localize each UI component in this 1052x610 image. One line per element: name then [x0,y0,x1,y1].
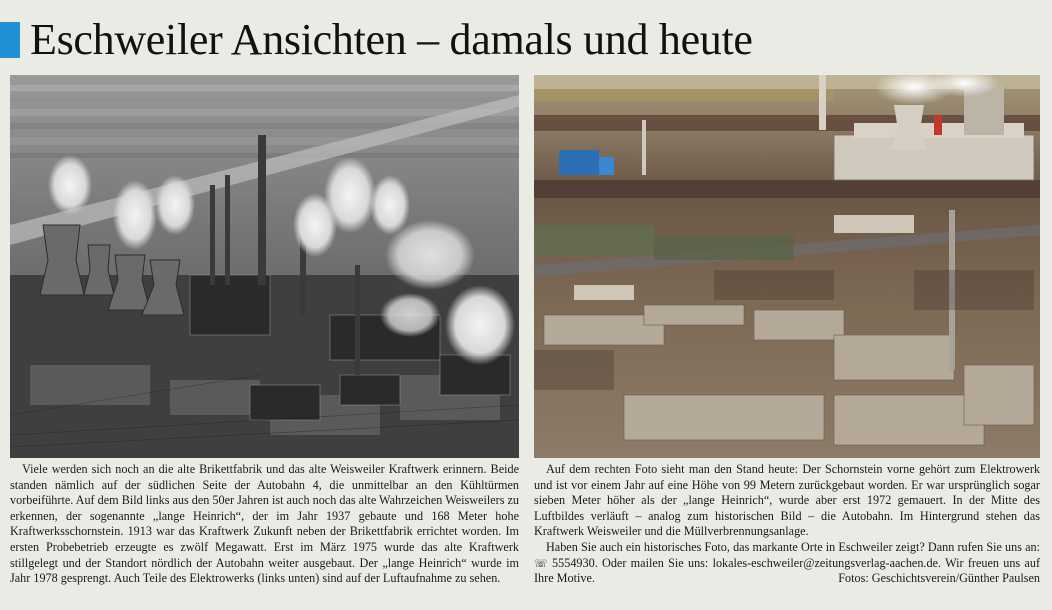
reader-call-email-text: Oder mailen Sie uns: lokales-eschweiler@zeitungsverlag-aachen.de. Wir freuen uns auf Ihre Motive. [534,555,1040,586]
photo-credit: Fotos: Geschichtsverein/Günther Paulsen [838,571,1040,586]
current-aerial-photo [534,75,1040,458]
article-headline: Eschweiler Ansichten – damals und heute [30,15,753,64]
article-text-right [534,462,1040,587]
article-paragraph: Viele werden sich noch an die alte Brikettfabrik und das alte Weisweiler Kraftwerk erinnern. Beide standen nämlich auf der südlichen Seite der Autobahn 4, die unmittelbar an den Kühltürmen vorbeiführte. Auf dem Bild links aus den 50er Jahren ist auch noch das alte Wahrzeichen Weisweilers zu erkennen, der sogenannte „lange Heinrich“, der im Jahr 1937 gebaute und 168 Meter hohe Kraftwerksschornstein. 1913 war das Kraftwerk Zukunft neben der Brikettfabrik errichtet worden. Im ersten Probebetrieb erzeugte es zwölf Megawatt. Erst im März 1975 wurde das alte Kraftwerk stillgelegt und der Standort nördlich der Autobahn weiter ausgebaut. Der „lange Heinrich“ wurde im Jahr 1978 gesprengt. Auch Teile des Elektrowerks (links unten) sind auf der Luftaufnahme zu sehen. [10,462,519,586]
phone-number: 5554930. [547,555,603,570]
reader-call-text: Haben Sie auch ein historisches Foto, das markante Orte in Eschweiler zeigt? Dann rufen Sie uns an: [546,539,1040,554]
article-paragraph: Auf dem rechten Foto sieht man den Stand heute: Der Schornstein vorne gehört zum Elektrowerk und ist vor einem Jahr auf eine Höhe von 99 Metern zurückgebaut worden. Er war ursprünglich sogar sieben Meter höher als der „lange Heinrich“, wurde aber erst 1972 gemauert. In der Mitte des Luftbildes verläuft – analog zum historischen Bild – die Autobahn. Im Hintergrund stehen das Kraftwerk Weisweiler und die Müllverbrennungsanlage. [534,462,1040,539]
accent-bar [0,22,20,58]
reader-call-paragraph [534,540,1040,587]
telephone-icon: ☏ [534,556,548,570]
article-text-left [10,462,519,587]
historic-aerial-photo [10,75,519,458]
article-header [0,14,1052,64]
